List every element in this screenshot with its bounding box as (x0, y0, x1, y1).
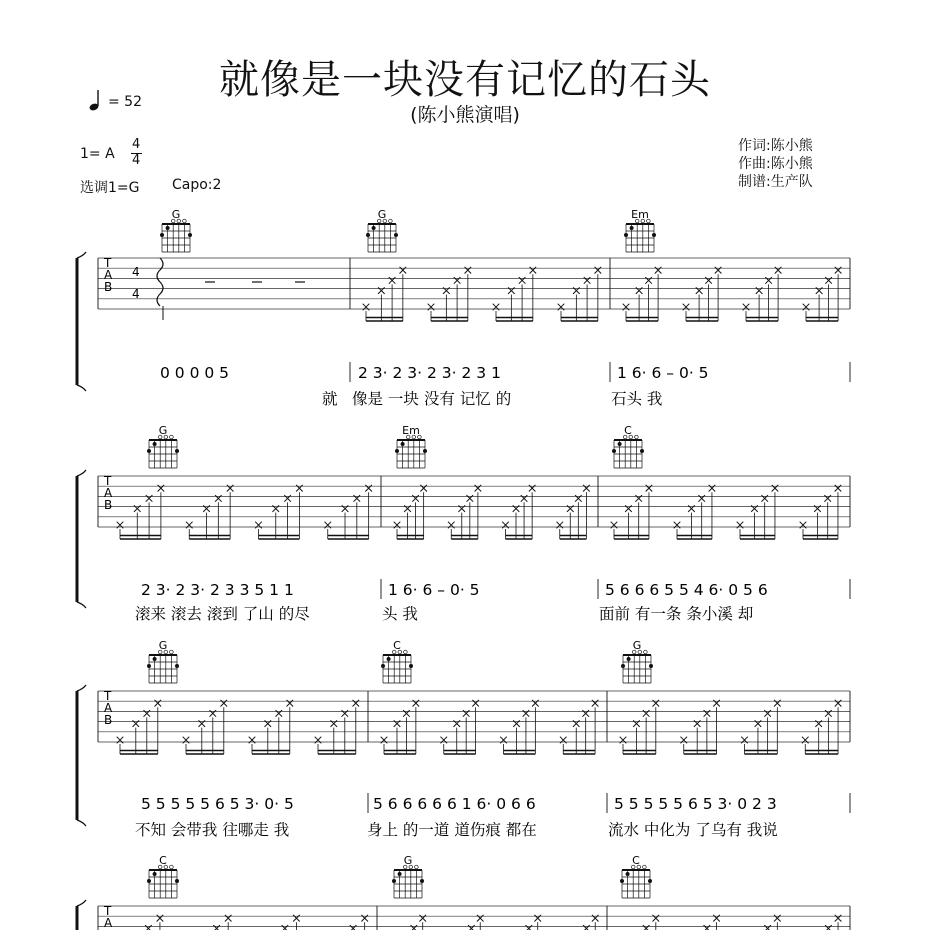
jianpu-measure: 2 3· 2 3· 2 3· 2 3 1 (358, 364, 501, 382)
open-string-mark (170, 435, 174, 439)
open-string-mark (643, 865, 647, 869)
chord-name: C (632, 854, 640, 867)
system-bracket-cap (77, 252, 86, 258)
lyric-line: 面前 有一条 条小溪 却 (599, 605, 754, 623)
lyric-line: 不知 会带我 往哪走 我 (135, 821, 290, 839)
chord-finger-dot (624, 233, 628, 237)
chord-finger-dot (627, 657, 631, 661)
chord-finger-dot (394, 233, 398, 237)
chord-finger-dot (153, 442, 157, 446)
chord-finger-dot (366, 233, 370, 237)
chord-finger-dot (423, 449, 427, 453)
chord-finger-dot (640, 449, 644, 453)
chord-diagram-c (147, 854, 179, 898)
time-sig-bottom: 4 (132, 153, 141, 168)
chord-finger-dot (392, 879, 396, 883)
chord-finger-dot (153, 872, 157, 876)
chord-finger-dot (630, 226, 634, 230)
open-string-mark (183, 219, 187, 223)
lyric-line: 流水 中化为 了乌有 我说 (608, 821, 778, 839)
jianpu-measure: 5 6 6 6 5 5 4 6· 0 5 6 (605, 581, 768, 599)
lyric-line: 头 我 (382, 605, 418, 623)
tab-clef-letter: T (104, 904, 112, 918)
open-string-mark (644, 650, 648, 654)
tab-clef-letter: B (104, 498, 113, 512)
chord-finger-dot (395, 449, 399, 453)
tab-clef-letter: T (104, 474, 112, 488)
chord-name: G (158, 424, 168, 437)
jianpu-measure: 1 6· 6 – 0· 5 (617, 364, 709, 382)
tuning-info: 选调1=G (80, 180, 140, 196)
chord-finger-dot (649, 664, 653, 668)
time-sig-tab: 4 (132, 265, 140, 279)
chord-finger-dot (652, 233, 656, 237)
chord-finger-dot (175, 449, 179, 453)
chord-finger-dot (153, 657, 157, 661)
chord-finger-dot (401, 442, 405, 446)
lyric-line: 像是 一块 没有 记忆 的 (352, 390, 512, 408)
chord-finger-dot (147, 879, 151, 883)
chord-diagram-g (147, 639, 179, 683)
chord-name: G (403, 854, 413, 867)
arranger-credit: 制谱:生产队 (738, 174, 813, 190)
chord-diagram-c (620, 854, 652, 898)
chord-finger-dot (160, 233, 164, 237)
chord-finger-dot (175, 664, 179, 668)
chord-finger-dot (398, 872, 402, 876)
tempo-value: = 52 (108, 94, 142, 110)
tab-clef-letter: A (104, 916, 113, 930)
chord-finger-dot (166, 226, 170, 230)
chord-diagram-c (381, 639, 413, 683)
jianpu-measure: 2 3· 2 3· 2 3 3 5 1 1 (141, 581, 294, 599)
jianpu-measure: 5 5 5 5 5 6 5 3· 0 2 3 (614, 795, 777, 813)
chord-name: G (377, 208, 387, 221)
tab-clef-letter: B (104, 280, 113, 294)
system-bracket-cap (77, 900, 86, 906)
chord-name: G (171, 208, 181, 221)
chord-name: C (393, 639, 401, 652)
tab-clef-letter: T (104, 256, 112, 270)
chord-name: C (624, 424, 632, 437)
tab-clef-letter: A (104, 268, 113, 282)
open-string-mark (389, 219, 393, 223)
lyric-line: 滚来 滚去 滚到 了山 的尽 (135, 605, 310, 623)
system-bracket-cap (77, 385, 86, 391)
chord-diagram-g (621, 639, 653, 683)
chord-finger-dot (147, 664, 151, 668)
chord-finger-dot (626, 872, 630, 876)
tab-clef-letter: T (104, 689, 112, 703)
chord-diagram-c (612, 424, 644, 468)
composer-credit: 作曲:陈小熊 (738, 156, 813, 172)
chord-diagram-em (395, 424, 427, 468)
jianpu-measure: 5 6 6 6 6 6 1 6· 0 6 6 (373, 795, 536, 813)
jianpu-measure: 5 5 5 5 5 6 5 3· 0· 5 (141, 795, 294, 813)
chord-diagram-g (160, 208, 192, 252)
system-bracket-cap (77, 470, 86, 476)
chord-diagram-g (392, 854, 424, 898)
chord-finger-dot (175, 879, 179, 883)
chord-name: Em (631, 208, 649, 221)
open-string-mark (404, 650, 408, 654)
chord-finger-dot (612, 449, 616, 453)
tab-clef-letter: A (104, 701, 113, 715)
chord-finger-dot (381, 664, 385, 668)
chord-finger-dot (621, 664, 625, 668)
lyric-line: 就 (322, 390, 338, 408)
chord-finger-dot (387, 657, 391, 661)
system-bracket-cap (77, 602, 86, 608)
chord-diagram-em (624, 208, 656, 252)
chord-finger-dot (618, 442, 622, 446)
chord-finger-dot (409, 664, 413, 668)
system-bracket-cap (77, 820, 86, 826)
open-string-mark (635, 435, 639, 439)
lyric-line: 石头 我 (611, 390, 663, 408)
song-subtitle: (陈小熊演唱) (410, 104, 520, 126)
open-string-mark (170, 865, 174, 869)
chord-diagram-g (366, 208, 398, 252)
lyric-line: 身上 的一道 道伤痕 都在 (367, 821, 537, 839)
chord-finger-dot (620, 879, 624, 883)
lyricist-credit: 作词:陈小熊 (738, 138, 813, 154)
capo-info: Capo:2 (172, 177, 222, 193)
time-sig-top: 4 (132, 137, 141, 152)
tab-clef-letter: B (104, 713, 113, 727)
jianpu-measure: 0 0 0 0 5 (160, 364, 230, 382)
chord-name: G (158, 639, 168, 652)
song-title: 就像是一块没有记忆的石头 (219, 57, 711, 103)
chord-name: G (632, 639, 642, 652)
chord-finger-dot (188, 233, 192, 237)
chord-finger-dot (147, 449, 151, 453)
chord-diagram-g (147, 424, 179, 468)
tab-clef-letter: A (104, 486, 113, 500)
chord-finger-dot (420, 879, 424, 883)
time-sig-tab: 4 (132, 287, 140, 301)
system-bracket-cap (77, 685, 86, 691)
open-string-mark (415, 865, 419, 869)
key-signature: 1= A (80, 146, 115, 162)
jianpu-measure: 1 6· 6 – 0· 5 (388, 581, 480, 599)
open-string-mark (170, 650, 174, 654)
chord-finger-dot (648, 879, 652, 883)
chord-finger-dot (372, 226, 376, 230)
chord-name: C (159, 854, 167, 867)
chord-name: Em (402, 424, 420, 437)
